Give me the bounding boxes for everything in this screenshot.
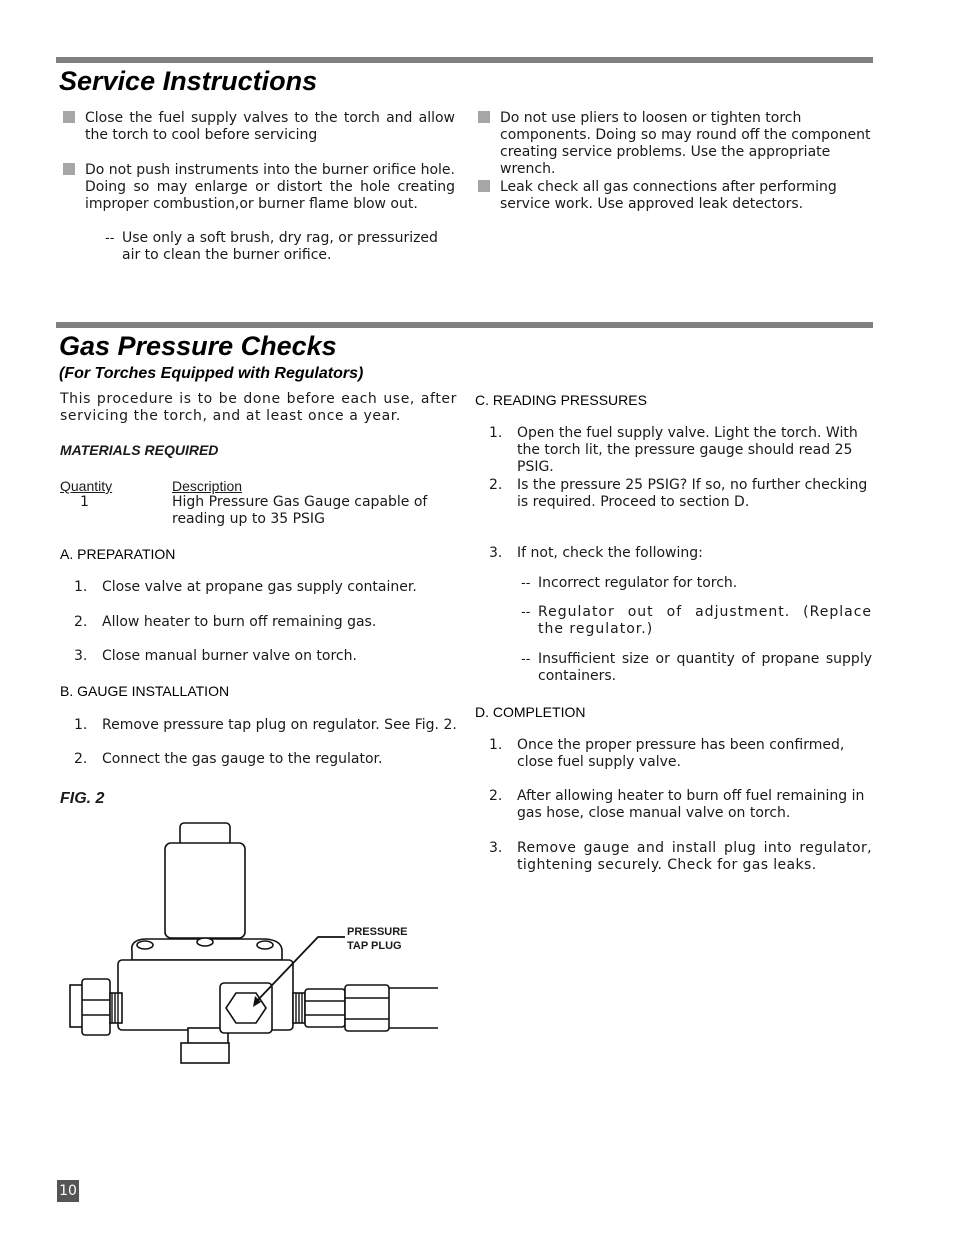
reading-heading: C. READING PRESSURES — [475, 392, 647, 408]
step-number: 2. — [74, 751, 88, 767]
step-number: 1. — [489, 425, 503, 441]
dash-marker: -- — [521, 576, 531, 591]
gauge-step-1: Remove pressure tap plug on regulator. See Fig. 2. — [102, 717, 457, 733]
description-value: High Pressure Gas Gauge capable of reading up to 35 PSIG — [172, 494, 428, 527]
reading-sub-1: Incorrect regulator for torch. — [538, 575, 738, 591]
reading-sub-3: Insufficient size or quantity of propane supply containers. — [538, 651, 872, 684]
step-number: 3. — [489, 545, 503, 561]
service-left-item-1: Close the fuel supply valves to the torch and allow the torch to cool before servicing — [85, 110, 455, 143]
gauge-heading: B. GAUGE INSTALLATION — [60, 683, 230, 699]
prep-step-2: Allow heater to burn off remaining gas. — [102, 614, 377, 630]
bottom-port — [181, 1043, 229, 1063]
callout-line-1: PRESSURE — [347, 926, 408, 938]
callout-line-2: TAP PLUG — [347, 940, 402, 952]
service-title: Service Instructions — [59, 66, 318, 96]
step-number: 1. — [489, 737, 503, 753]
completion-step-3: Remove gauge and install plug into regulator, tightening securely. Check for gas leaks. — [517, 840, 872, 873]
bullet-square — [478, 111, 490, 123]
quantity-header: Quantity — [60, 478, 113, 494]
service-left-subitem: Use only a soft brush, dry rag, or pressurized air to clean the burner orifice. — [122, 230, 438, 263]
bullet-square — [63, 111, 75, 123]
service-right-item-2: Leak check all gas connections after performing service work. Use approved leak detectors. — [500, 179, 837, 212]
section-rule-service — [56, 57, 873, 63]
quantity-value: 1 — [80, 494, 89, 510]
step-number: 2. — [489, 477, 503, 493]
reading-step-3: If not, check the following: — [517, 545, 703, 561]
bullet-square — [63, 163, 75, 175]
gas-subtitle: (For Torches Equipped with Regulators) — [59, 365, 364, 382]
reading-step-1: Open the fuel supply valve. Light the torch. With the torch lit, the pressure gauge should read 25 PSIG. — [517, 425, 858, 475]
step-number: 3. — [489, 840, 503, 856]
gas-title: Gas Pressure Checks — [59, 331, 337, 361]
inlet-hex — [82, 979, 110, 1035]
prep-step-3: Close manual burner valve on torch. — [102, 648, 357, 664]
step-number: 3. — [74, 648, 88, 664]
step-number: 1. — [74, 579, 88, 595]
hose-nut — [345, 985, 389, 1031]
description-header: Description — [172, 478, 243, 494]
prep-step-1: Close valve at propane gas supply container. — [102, 579, 417, 595]
step-number: 2. — [489, 788, 503, 804]
outlet-hex — [305, 989, 345, 1027]
reading-sub-2: Regulator out of adjustment. (Replace the regulator.) — [538, 604, 872, 637]
dash-marker: -- — [521, 605, 531, 620]
completion-heading: D. COMPLETION — [475, 704, 586, 720]
regulator-cap-top — [180, 823, 230, 845]
reading-step-2: Is the pressure 25 PSIG? If so, no further checking is required. Proceed to section D. — [517, 477, 868, 510]
completion-step-1: Once the proper pressure has been confirmed, close fuel supply valve. — [517, 737, 845, 770]
bullet-square — [478, 180, 490, 192]
dash-marker: -- — [521, 652, 531, 667]
pressure-tap-callout — [347, 925, 408, 953]
section-rule-gas — [56, 322, 873, 328]
step-number: 1. — [74, 717, 88, 733]
regulator-bonnet — [165, 843, 245, 938]
prep-heading: A. PREPARATION — [60, 546, 176, 562]
completion-step-2: After allowing heater to burn off fuel remaining in gas hose, close manual valve on torch. — [517, 788, 865, 821]
dash-marker: -- — [105, 231, 115, 246]
step-number: 2. — [74, 614, 88, 630]
materials-heading: MATERIALS REQUIRED — [60, 442, 219, 458]
gauge-step-2: Connect the gas gauge to the regulator. — [102, 751, 383, 767]
service-left-item-2: Do not push instruments into the burner orifice hole. Doing so may enlarge or distort the hole creating improper combustion,or burner flame blow out. — [85, 162, 455, 212]
service-right-item-1: Do not use pliers to loosen or tighten torch components. Doing so may round off the component creating service problems. Use the appropriate wrench. — [500, 110, 871, 177]
figure-label: FIG. 2 — [60, 790, 105, 807]
gas-intro: This procedure is to be done before each use, after servicing the torch, and at least once a year. — [60, 391, 457, 424]
page-number: 10 — [57, 1180, 79, 1202]
